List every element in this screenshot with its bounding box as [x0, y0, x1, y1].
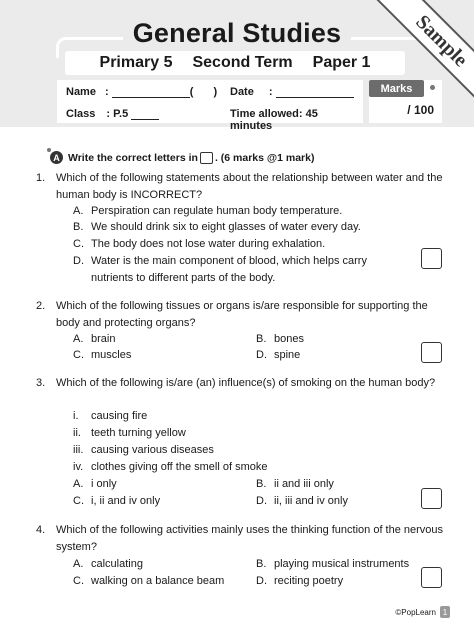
- answer-box-q4[interactable]: [421, 567, 442, 588]
- class-label: Class: [66, 108, 96, 120]
- subtitle-bar: [65, 51, 405, 75]
- option-3b: B. ii and iii only: [256, 478, 334, 490]
- option-2a: A. brain: [73, 333, 116, 345]
- subtitle-level: Primary 5: [99, 54, 173, 71]
- option-2d: D. spine: [256, 349, 301, 361]
- class-field: [66, 108, 159, 120]
- question-text: Which of the following is/are (an) influence(s) of smoking on the human body?: [56, 377, 436, 389]
- option-3d: D. ii, iii and iv only: [256, 495, 348, 507]
- subtitle-paper: Paper 1: [312, 54, 371, 71]
- marks-dot: [430, 85, 435, 90]
- option-2c: C. muscles: [73, 349, 132, 361]
- option-1d: D. Water is the main component of blood, which helps carry nutrients to different parts of the body.: [73, 255, 367, 284]
- answer-box-icon: [200, 152, 213, 164]
- page-number: 1: [440, 606, 450, 618]
- option-1b: B. We should drink six to eight glasses of water every day.: [73, 221, 361, 233]
- marks-box: [369, 80, 442, 123]
- option-4a: A. calculating: [73, 558, 143, 570]
- option-3a: A. i only: [73, 478, 117, 490]
- time-allowed: Time allowed: 45 minutes: [230, 108, 318, 132]
- page-title: General Studies: [0, 18, 474, 49]
- student-info-box: [57, 80, 363, 132]
- question-text: Which of the following tissues or organs is/are responsible for supporting the body and protecting organs?: [56, 300, 428, 329]
- name-field[interactable]: Name : ( ): [66, 86, 218, 98]
- item-3-i: i. causing fire: [73, 410, 148, 422]
- subtitle-term: Second Term: [192, 54, 293, 71]
- section-a-icon: A: [50, 151, 63, 164]
- option-4d: D. reciting poetry: [256, 575, 344, 587]
- date-label: Date: [230, 86, 254, 98]
- footer: [395, 606, 450, 618]
- option-4c: C. walking on a balance beam: [73, 575, 225, 587]
- item-3-iv: iv. clothes giving off the smell of smoke: [73, 461, 268, 473]
- item-3-ii: ii. teeth turning yellow: [73, 427, 186, 439]
- copyright: ©PopLearn: [395, 607, 436, 617]
- question-text: Which of the following statements about the relationship between water and the human body is INCORRECT?: [56, 172, 443, 201]
- class-value: : P.5: [106, 108, 129, 120]
- sample-ribbon: Sample: [371, 0, 474, 111]
- question-text: Which of the following activities mainly uses the thinking function of the nervous system?: [56, 524, 444, 553]
- section-instruction: A Write the correct letters in . (6 marks @1 mark): [50, 151, 314, 164]
- date-field[interactable]: Date :: [230, 86, 354, 98]
- item-3-iii: iii. causing various diseases: [73, 444, 214, 456]
- answer-box-q2[interactable]: [421, 342, 442, 363]
- marks-total: / 100: [407, 103, 434, 117]
- option-3c: C. i, ii and iv only: [73, 495, 161, 507]
- marks-label: Marks: [369, 80, 424, 97]
- option-4b: B. playing musical instruments: [256, 558, 410, 570]
- name-label: Name: [66, 86, 96, 98]
- option-1c: C. The body does not lose water during exhalation.: [73, 238, 326, 250]
- answer-box-q1[interactable]: [421, 248, 442, 269]
- option-1a: A. Perspiration can regulate human body temperature.: [73, 205, 343, 217]
- answer-box-q3[interactable]: [421, 488, 442, 509]
- option-2b: B. bones: [256, 333, 304, 345]
